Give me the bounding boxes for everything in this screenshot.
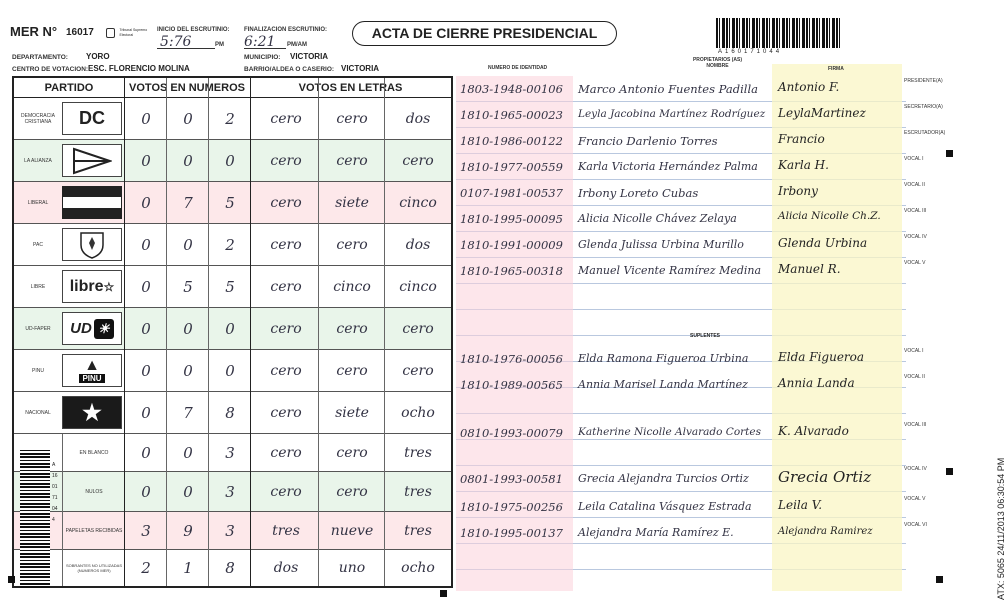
member-identity: 1810-1965-00318 xyxy=(460,264,563,278)
registration-mark xyxy=(440,590,447,597)
vote-word: cero xyxy=(270,483,302,500)
finalizacion-label: FINALIZACION ESCRUTINIO: xyxy=(244,27,327,33)
party-name: DEMOCRACIA CRISTIANA xyxy=(21,112,55,125)
dc-logo-text: DC xyxy=(79,108,105,128)
vote-digit: 0 xyxy=(141,403,151,422)
vote-word: cero xyxy=(270,404,302,421)
vote-digit: 0 xyxy=(183,361,193,380)
summary-row-blanco xyxy=(14,434,451,472)
member-name: Irbony Loreto Cubas xyxy=(578,186,699,200)
party-logo-pinu xyxy=(62,354,122,387)
vote-digit: 2 xyxy=(141,559,151,577)
member-identity: 1810-1995-00095 xyxy=(460,212,563,226)
summary-row-nulos xyxy=(14,472,451,512)
vote-digit: 0 xyxy=(183,151,193,170)
liberal-flag-stripe xyxy=(62,208,122,219)
member-signature: Irbony xyxy=(778,184,818,198)
star-icon: ☆ xyxy=(103,279,115,294)
finalizacion-underline xyxy=(244,48,286,49)
municipio-label: MUNICIPIO: xyxy=(244,54,281,61)
vote-digit: 0 xyxy=(141,235,151,254)
vote-digit: 0 xyxy=(183,235,193,254)
member-signature: Grecia Ortiz xyxy=(778,468,872,486)
vote-digit: 0 xyxy=(141,277,151,296)
vote-word: cero xyxy=(336,152,368,169)
party-row-liberal xyxy=(14,182,451,224)
party-row-dc xyxy=(14,98,451,140)
member-name: Leila Catalina Vásquez Estrada xyxy=(578,500,752,513)
vote-word: cinco xyxy=(399,194,437,211)
pinu-logo-text: PINU xyxy=(79,374,104,383)
member-role: VOCAL III xyxy=(904,208,927,214)
vote-digit: 2 xyxy=(225,235,235,254)
member-identity: 1810-1976-00056 xyxy=(460,352,563,366)
vote-digit: 1 xyxy=(183,559,193,577)
vote-word: cinco xyxy=(399,278,437,295)
member-role: VOCAL VI xyxy=(904,522,927,528)
vote-word: cero xyxy=(270,110,302,127)
member-identity: 0810-1993-00079 xyxy=(460,426,563,440)
vote-word: cero xyxy=(402,320,434,337)
party-row-udfaper xyxy=(14,308,451,350)
member-signature: K. Alvarado xyxy=(778,424,849,438)
member-identity: 0107-1981-00537 xyxy=(460,186,563,200)
barrio-value: VICTORIA xyxy=(341,64,380,73)
member-signature: Annia Landa xyxy=(778,376,855,390)
finalizacion-suffix: PM/AM xyxy=(287,42,307,48)
vote-digit: 7 xyxy=(183,403,193,422)
member-identity: 1810-1975-00256 xyxy=(460,500,563,514)
vote-word: cero xyxy=(270,362,302,379)
ballot-icon xyxy=(106,28,115,38)
column-divider xyxy=(62,434,63,586)
party-logo-liberal xyxy=(62,186,122,219)
vote-digit: 0 xyxy=(141,482,151,501)
member-name: Glenda Julissa Urbina Murillo xyxy=(578,238,744,251)
member-role: VOCAL II xyxy=(904,182,925,188)
party-logo-nacional xyxy=(62,396,122,429)
vote-word: cero xyxy=(270,278,302,295)
vote-digit: 7 xyxy=(183,193,193,212)
vote-word: tres xyxy=(404,444,432,461)
vote-digit: 0 xyxy=(183,482,193,501)
member-name: Leyla Jacobina Martínez Rodríguez xyxy=(578,108,766,120)
inicio-suffix: PM xyxy=(215,42,224,48)
member-name: Marco Antonio Fuentes Padilla xyxy=(578,82,758,96)
member-signature: LeylaMartinez xyxy=(778,106,866,120)
pac-shield-icon xyxy=(77,230,107,260)
vote-digit: 0 xyxy=(225,361,235,380)
party-logo-libre xyxy=(62,270,122,303)
vote-word: cero xyxy=(336,236,368,253)
vote-digit: 8 xyxy=(225,559,235,577)
suplentes-label: SUPLENTES xyxy=(690,333,721,339)
member-signature: Alejandra Ramirez xyxy=(778,526,873,537)
member-name: Alejandra María Ramírez E. xyxy=(578,526,734,539)
vote-word: cinco xyxy=(333,278,371,295)
party-row-nacional xyxy=(14,392,451,434)
member-role: VOCAL V xyxy=(904,496,926,502)
column-divider xyxy=(166,78,167,586)
inicio-label: INICIO DEL ESCRUTINIO: xyxy=(157,27,230,33)
member-role: VOCAL I xyxy=(904,348,924,354)
vote-word: siete xyxy=(335,194,369,211)
party-name: PINU xyxy=(32,367,44,374)
liberal-flag-stripe xyxy=(62,186,122,197)
party-logo-dc xyxy=(62,102,122,135)
registration-mark xyxy=(946,150,953,157)
member-identity: 1810-1995-00137 xyxy=(460,526,563,540)
summary-name: EN BLANCO xyxy=(79,449,109,456)
vote-word: cero xyxy=(270,444,302,461)
tally-table xyxy=(12,76,453,588)
header-letras: VOTOS EN LETRAS xyxy=(298,82,403,94)
column-divider xyxy=(384,78,385,586)
party-name: UD-FAPER xyxy=(25,325,51,332)
vote-word: uno xyxy=(338,560,366,576)
vote-word: cero xyxy=(402,362,434,379)
vote-word: tres xyxy=(404,483,432,500)
vote-digit: 0 xyxy=(183,319,193,338)
barrio-label: BARRIO/ALDEA O CASERIO: xyxy=(244,66,335,73)
vote-word: nueve xyxy=(330,522,374,539)
member-role: VOCAL II xyxy=(904,374,925,380)
member-name: Manuel Vicente Ramírez Medina xyxy=(578,264,762,277)
vote-digit: 5 xyxy=(225,277,235,296)
column-divider xyxy=(318,78,319,586)
vote-digit: 0 xyxy=(141,109,151,128)
member-identity: 1803-1948-00106 xyxy=(460,82,563,96)
vote-digit: 0 xyxy=(141,319,151,338)
summary-row-sobrantes xyxy=(14,550,451,586)
liberal-flag-stripe xyxy=(62,197,122,208)
vote-digit: 0 xyxy=(141,361,151,380)
tse-logo-text: Tribunal Supremo Electoral xyxy=(119,27,148,37)
inicio-underline xyxy=(157,48,215,49)
vote-digit: 5 xyxy=(183,277,193,296)
vote-word: dos xyxy=(273,560,299,576)
member-role: VOCAL III xyxy=(904,422,927,428)
vote-word: ocho xyxy=(401,404,435,421)
member-identity: 1810-1991-00009 xyxy=(460,238,563,252)
registration-mark xyxy=(946,468,953,475)
vote-digit: 0 xyxy=(141,151,151,170)
party-name: LA ALIANZA xyxy=(24,157,52,164)
municipio-value: VICTORIA xyxy=(290,52,329,61)
member-name: Karla Victoria Hernández Palma xyxy=(578,160,758,173)
vote-digit: 0 xyxy=(141,193,151,212)
ud-logo-text: UD xyxy=(70,320,92,337)
tally-header-row xyxy=(14,78,451,98)
document-title: ACTA DE CIERRE PRESIDENCIAL xyxy=(352,21,617,46)
member-signature: Manuel R. xyxy=(778,262,841,276)
summary-name: SOBRANTES NO UTILIZADAS (NUMEROS MER) xyxy=(65,563,122,573)
star-icon: ★ xyxy=(82,399,102,425)
summary-name: PAPELETAS RECIBIDAS xyxy=(65,527,123,534)
member-name: Elda Ramona Figueroa Urbina xyxy=(578,352,749,365)
member-signature: Alicia Nicolle Ch.Z. xyxy=(778,210,881,222)
vote-word: cero xyxy=(402,152,434,169)
vote-word: tres xyxy=(404,522,432,539)
vote-word: cero xyxy=(270,194,302,211)
vote-word: cero xyxy=(270,320,302,337)
pinu-tree-icon: ▲ xyxy=(84,357,100,374)
side-barcode xyxy=(20,448,50,588)
vote-digit: 3 xyxy=(225,482,235,501)
libre-logo-text: libre xyxy=(69,277,104,295)
vote-digit: 0 xyxy=(141,443,151,462)
departamento-label: DEPARTAMENTO: xyxy=(12,54,68,61)
scan-timestamp: ATX: 5065 24/11/2013 06:30:54 PM xyxy=(996,457,1006,600)
vote-word: cero xyxy=(336,483,368,500)
vote-digit: 0 xyxy=(183,443,193,462)
vote-digit: 0 xyxy=(225,151,235,170)
centro-value: ESC. FLORENCIO MOLINA xyxy=(88,64,190,73)
party-row-pac xyxy=(14,224,451,266)
member-signature: Glenda Urbina xyxy=(778,236,868,250)
party-row-alianza xyxy=(14,140,451,182)
barcode-number: A160171044 xyxy=(718,49,783,55)
member-signature: Elda Figueroa xyxy=(778,350,865,364)
header-partido: PARTIDO xyxy=(44,82,94,94)
vote-word: cero xyxy=(336,362,368,379)
vote-digit: 3 xyxy=(225,521,235,540)
vote-word: cero xyxy=(270,152,302,169)
sun-icon: ☀ xyxy=(94,319,114,339)
party-row-pinu xyxy=(14,350,451,392)
member-identity: 1810-1965-00023 xyxy=(460,108,563,122)
member-identity: 1810-1989-00565 xyxy=(460,378,563,392)
member-name: Grecia Alejandra Turcios Ortiz xyxy=(578,472,749,485)
identity-header: NUMERO DE IDENTIDAD xyxy=(488,65,548,71)
member-role: VOCAL I xyxy=(904,156,924,162)
party-logo-pac xyxy=(62,228,122,261)
centro-label: CENTRO DE VOTACION: xyxy=(12,66,89,73)
vote-digit: 9 xyxy=(183,521,193,540)
member-name: Annia Marisel Landa Martínez xyxy=(578,378,748,391)
finalizacion-value: 6:21 xyxy=(244,34,276,50)
vote-word: cero xyxy=(270,236,302,253)
member-signature: Leila V. xyxy=(778,498,823,512)
name-header: PROPIETARIOS (AS) NOMBRE xyxy=(692,57,743,69)
vote-word: siete xyxy=(335,404,369,421)
party-logo-ud xyxy=(62,312,122,345)
column-divider xyxy=(250,78,251,586)
vote-digit: 3 xyxy=(141,521,151,540)
barcode xyxy=(716,18,840,48)
registration-mark xyxy=(936,576,943,583)
member-identity: 1810-1986-00122 xyxy=(460,134,563,148)
member-identity: 1810-1977-00559 xyxy=(460,160,563,174)
firma-header: FIRMA xyxy=(828,66,844,72)
party-name: LIBRE xyxy=(30,283,46,290)
vote-word: cero xyxy=(336,110,368,127)
header-numeros: VOTOS EN NUMEROS xyxy=(129,82,245,94)
tse-logo xyxy=(106,24,159,42)
departamento-value: YORO xyxy=(86,52,110,61)
member-role: ESCRUTADOR(A) xyxy=(904,130,946,136)
member-role: VOCAL IV xyxy=(904,234,927,240)
member-role: SECRETARIO(A) xyxy=(904,104,943,110)
member-signature: Francio xyxy=(778,132,825,146)
vote-word: dos xyxy=(405,236,431,253)
vote-word: ocho xyxy=(401,560,435,576)
vote-digit: 0 xyxy=(225,319,235,338)
vote-digit: 2 xyxy=(225,109,235,128)
member-role: PRESIDENTE(A) xyxy=(904,78,943,84)
inicio-value: 5:76 xyxy=(160,34,192,50)
vote-word: cero xyxy=(336,320,368,337)
vote-word: cero xyxy=(336,444,368,461)
member-name: Alicia Nicolle Chávez Zelaya xyxy=(578,212,737,225)
party-row-libre xyxy=(14,266,451,308)
vote-digit: 5 xyxy=(225,193,235,212)
vote-digit: 8 xyxy=(225,403,235,422)
vote-digit: 0 xyxy=(183,109,193,128)
member-name: Katherine Nicolle Alvarado Cortes xyxy=(578,426,761,438)
member-role: VOCAL V xyxy=(904,260,926,266)
mer-label: MER N° xyxy=(10,24,58,39)
member-role: VOCAL IV xyxy=(904,466,927,472)
member-name: Francio Darlenio Torres xyxy=(578,134,718,148)
side-barcode-number: A160171044 xyxy=(52,462,58,523)
mer-number: 16017 xyxy=(66,27,94,38)
member-signature: Karla H. xyxy=(778,158,829,172)
party-name: PAC xyxy=(33,241,43,248)
vote-word: dos xyxy=(405,110,431,127)
alianza-flag-icon xyxy=(72,147,112,175)
summary-name: NULOS xyxy=(85,488,103,495)
party-name: NACIONAL xyxy=(25,409,51,416)
column-divider xyxy=(124,78,125,586)
party-logo-alianza xyxy=(62,144,122,177)
party-name: LIBERAL xyxy=(27,199,49,206)
vote-digit: 3 xyxy=(225,443,235,462)
vote-word: tres xyxy=(272,522,300,539)
column-divider xyxy=(208,78,209,586)
summary-row-recibidas xyxy=(14,512,451,550)
member-identity: 0801-1993-00581 xyxy=(460,472,563,486)
registration-mark xyxy=(8,576,15,583)
member-signature: Antonio F. xyxy=(778,80,840,94)
